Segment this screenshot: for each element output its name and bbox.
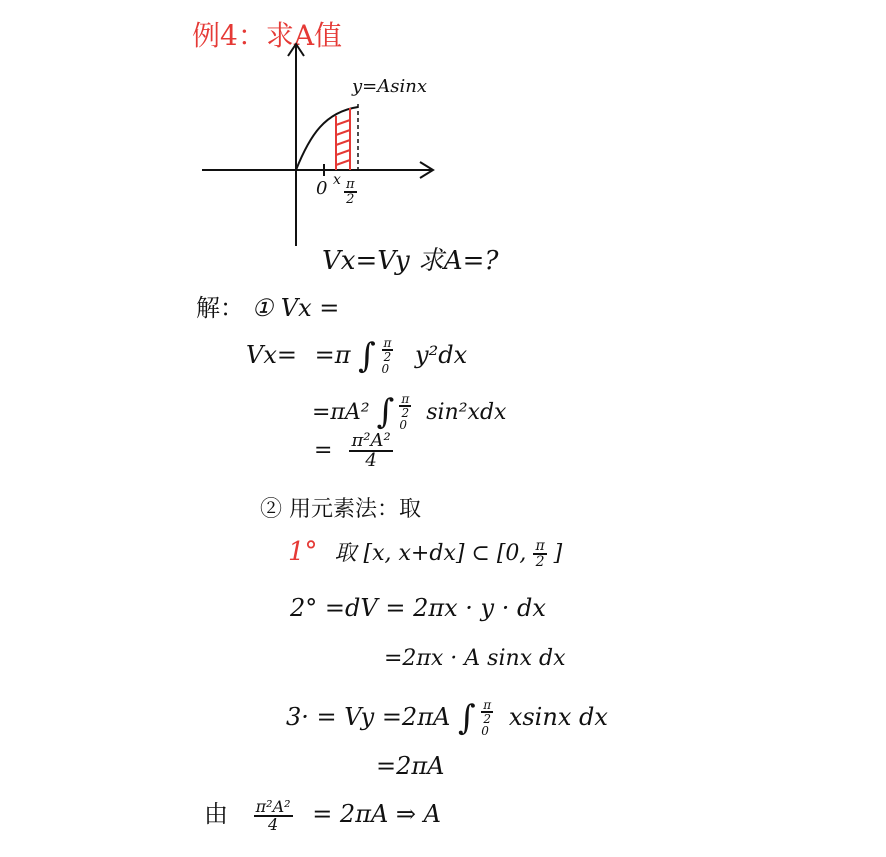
step2-sub3: 3· = Vy =2πA ∫ $\frac{\pi}{2}$ 0 xsinx dx: [286, 697, 608, 738]
sine-graph: [0, 0, 886, 260]
step2-sub2b: =2πx · A sinx dx: [384, 646, 566, 671]
curve-label: y=Asinx: [352, 76, 427, 97]
shaded-strip: [336, 108, 350, 170]
conclusion: 由 $\frac{\text{π²A²}}{4}$ = 2πA ⇒ A: [204, 796, 441, 834]
step2-head: ② 用元素法：取: [260, 497, 421, 522]
step1-line3: = $\frac{\text{π²A²}}{4}$: [314, 430, 391, 471]
title-rest: 求A值: [265, 19, 343, 52]
step2-sub2: 2° =dV = 2πx · y · dx: [290, 594, 546, 622]
step1-line2: =πA² ∫ $\frac{\pi}{2}$ 0 sin²xdx: [312, 392, 507, 433]
tick-label-x: x: [333, 172, 341, 188]
solution-label: [196, 288, 339, 323]
solution-label-text: 解：: [196, 294, 244, 322]
question: Vx=Vy 求A=?: [322, 246, 499, 276]
sub1-marker: 1°: [288, 537, 318, 567]
step1-line1: Vx= =π ∫ $\frac{\pi}{2}$ 0 y²dx: [246, 335, 468, 376]
title-prefix: 例4：: [192, 19, 266, 52]
step1-head: ① Vx =: [251, 294, 340, 322]
tick-label-pi-half: $\frac{\pi}{2}$: [346, 177, 355, 207]
step2-sub3b: =2πA: [376, 752, 445, 780]
tick-label-zero: 0: [316, 178, 328, 199]
step2-sub1: 1° 取 [x, x+dx] ⊂ [0, $\frac{\pi}{2}$ ]: [288, 537, 563, 570]
